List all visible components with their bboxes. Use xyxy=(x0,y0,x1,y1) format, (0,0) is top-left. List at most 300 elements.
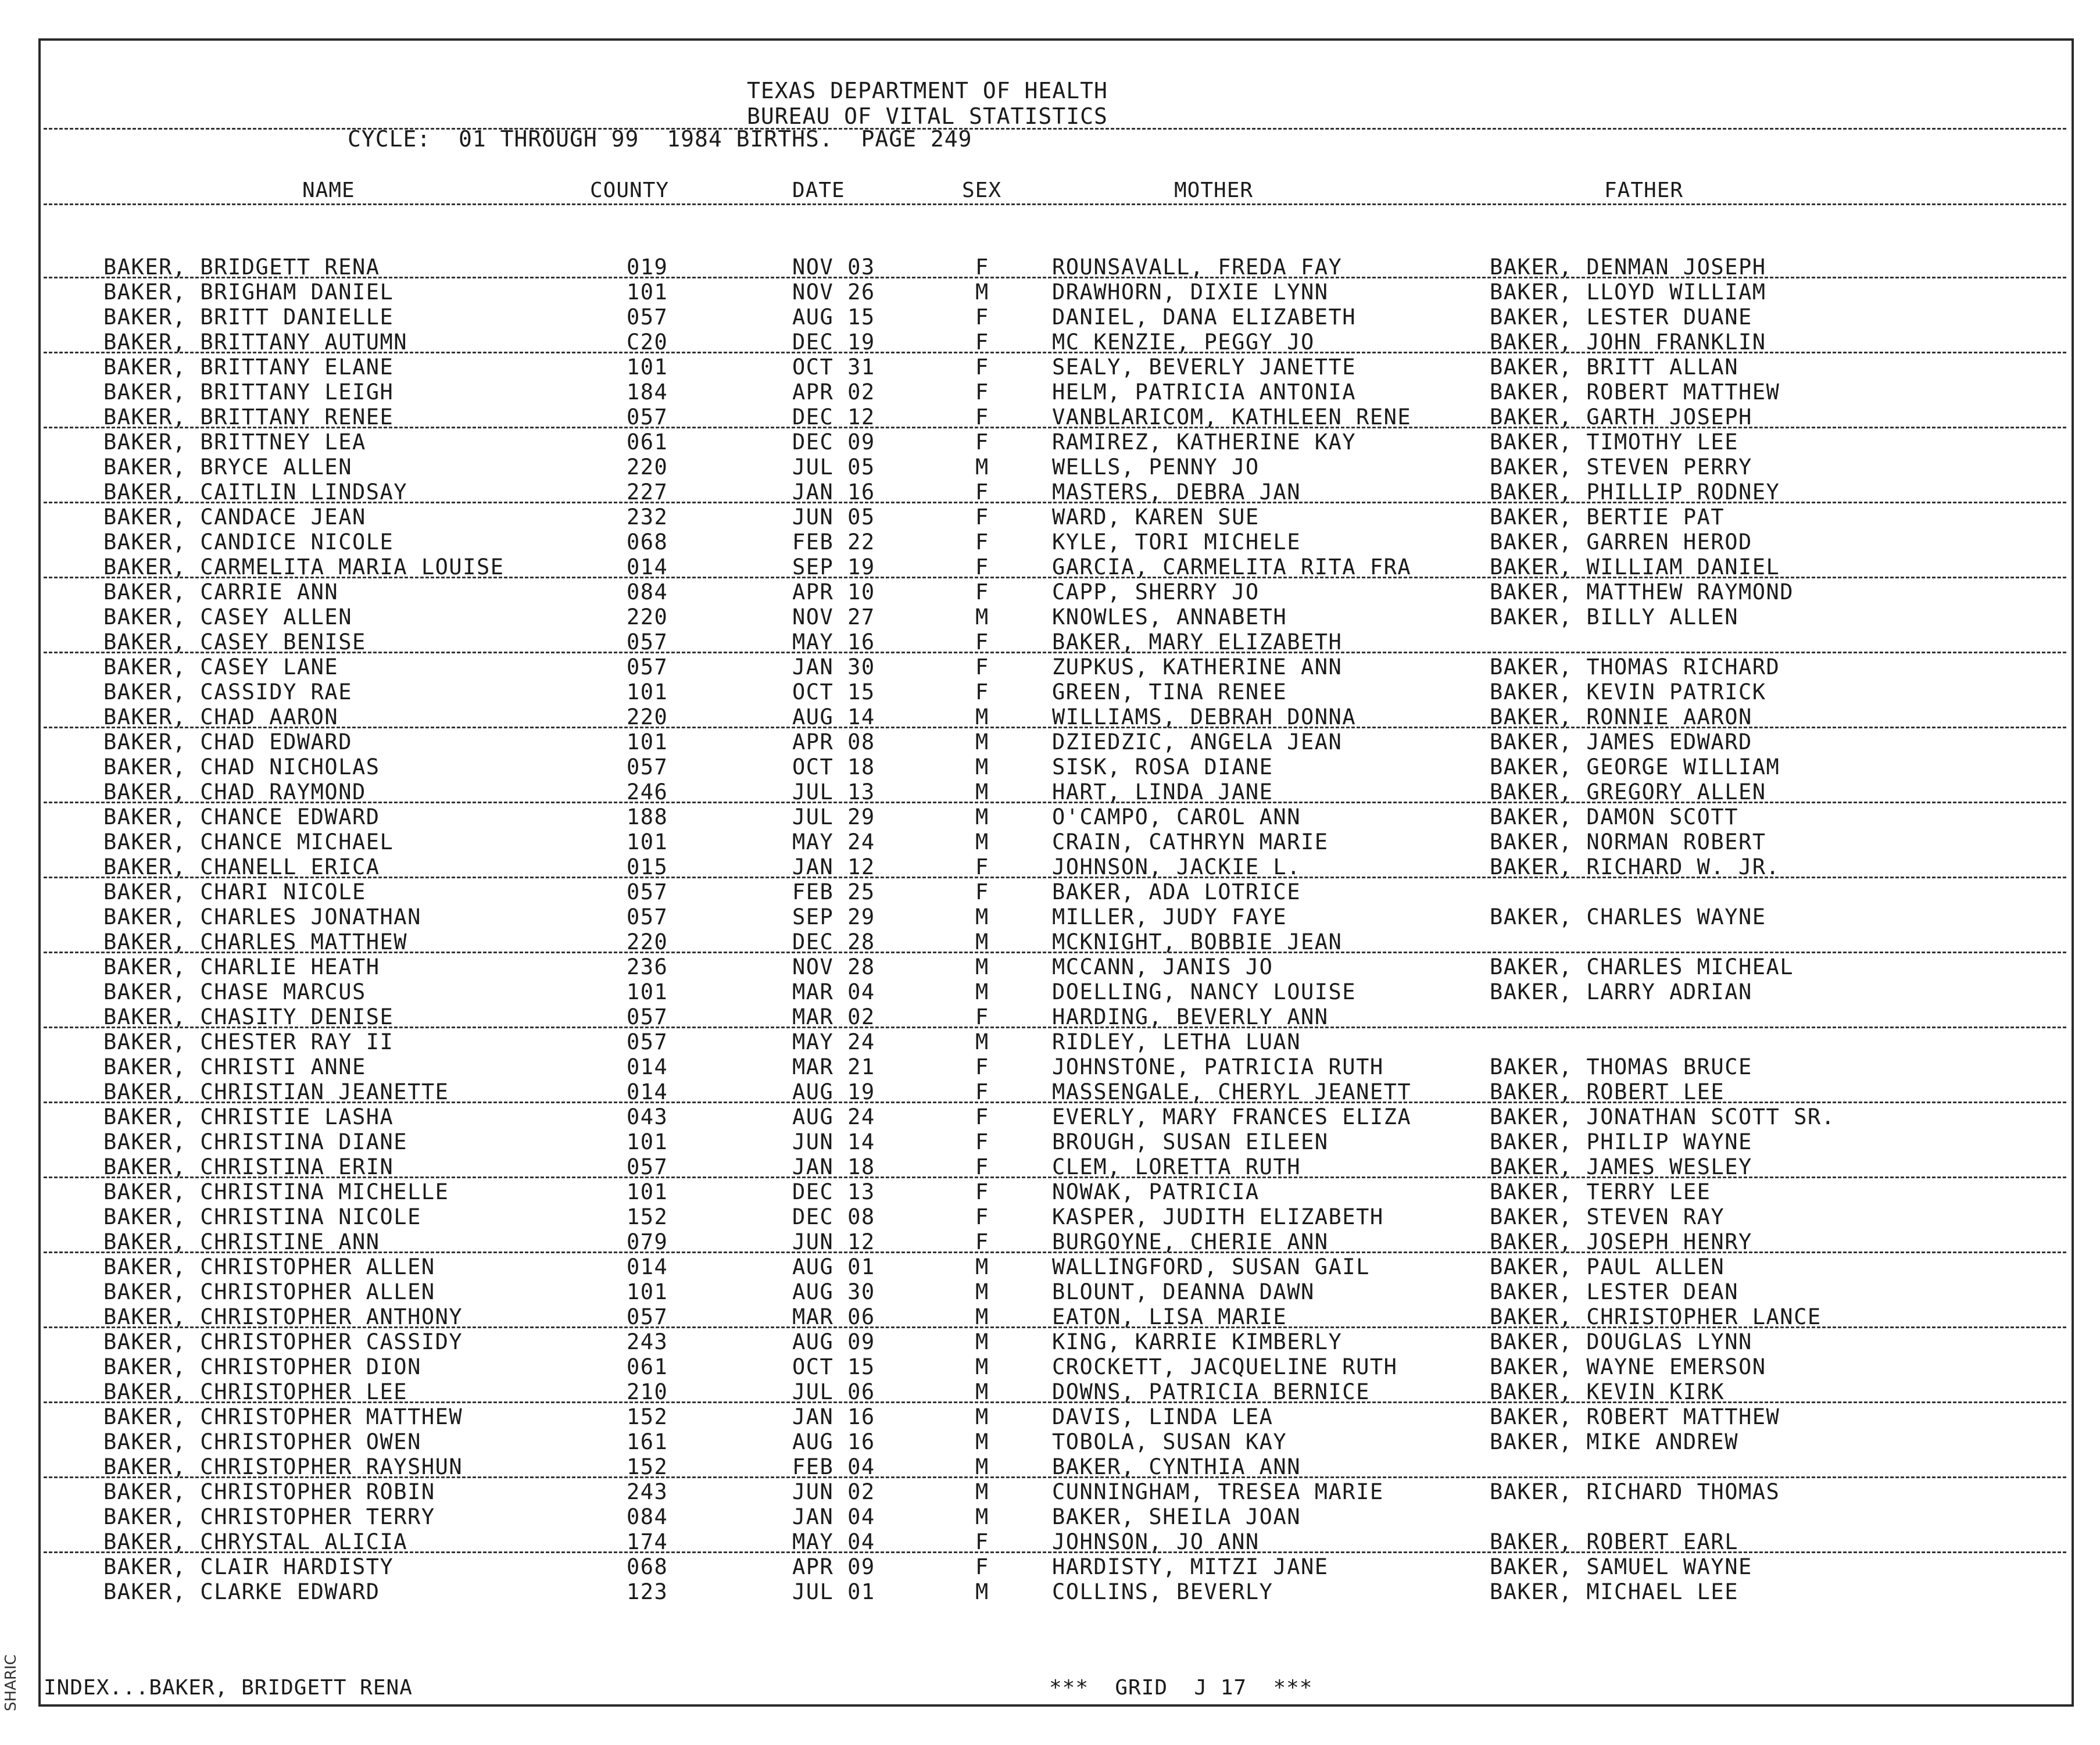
record-date: AUG 16 xyxy=(792,1429,875,1454)
record-date: JUN 05 xyxy=(792,505,875,530)
record-mother: CAPP, SHERRY JO xyxy=(1052,580,1260,605)
record-name: BAKER, BRITTANY LEIGH xyxy=(103,380,394,405)
record-name: BAKER, CHRISTI ANNE xyxy=(103,1054,366,1079)
record-father: BAKER, LARRY ADRIAN xyxy=(1490,979,1752,1004)
record-sex: F xyxy=(975,630,989,655)
record-mother: DOWNS, PATRICIA BERNICE xyxy=(1052,1379,1370,1404)
record-row xyxy=(0,779,2100,804)
record-sex: F xyxy=(975,680,989,705)
record-name: BAKER, CHANCE MICHAEL xyxy=(103,829,394,854)
record-sex: F xyxy=(975,480,989,505)
record-date: SEP 29 xyxy=(792,904,875,929)
record-mother: RAMIREZ, KATHERINE KAY xyxy=(1052,430,1357,455)
record-mother: DAVIS, LINDA LEA xyxy=(1052,1404,1273,1429)
record-date: OCT 18 xyxy=(792,755,875,779)
record-name: BAKER, CHRISTINA DIANE xyxy=(103,1129,408,1154)
record-county: 236 xyxy=(627,954,668,979)
record-father: BAKER, WAYNE EMERSON xyxy=(1490,1354,1766,1379)
record-mother: CROCKETT, JACQUELINE RUTH xyxy=(1052,1354,1398,1379)
record-county: 220 xyxy=(627,605,668,630)
record-name: BAKER, CAITLIN LINDSAY xyxy=(103,480,408,505)
record-date: NOV 28 xyxy=(792,954,875,979)
record-father: BAKER, WILLIAM DANIEL xyxy=(1490,555,1780,580)
record-county: 243 xyxy=(627,1329,668,1354)
record-row xyxy=(0,904,2100,929)
record-sex: F xyxy=(975,530,989,555)
record-father: BAKER, LLOYD WILLIAM xyxy=(1490,280,1766,305)
record-row xyxy=(0,804,2100,829)
record-father: BAKER, DOUGLAS LYNN xyxy=(1490,1329,1752,1354)
record-row xyxy=(0,879,2100,904)
record-date: NOV 03 xyxy=(792,255,875,280)
record-row xyxy=(0,1429,2100,1454)
record-name: BAKER, CASEY ALLEN xyxy=(103,605,352,630)
record-date: JAN 12 xyxy=(792,854,875,879)
record-sex: F xyxy=(975,580,989,605)
record-date: FEB 04 xyxy=(792,1454,875,1479)
record-date: AUG 30 xyxy=(792,1279,875,1304)
record-sex: M xyxy=(975,1304,989,1329)
record-date: JAN 18 xyxy=(792,1154,875,1179)
record-mother: WALLINGFORD, SUSAN GAIL xyxy=(1052,1254,1370,1279)
record-date: JUL 29 xyxy=(792,804,875,829)
record-name: BAKER, CHRISTOPHER LEE xyxy=(103,1379,408,1404)
record-date: NOV 26 xyxy=(792,280,875,305)
record-sex: M xyxy=(975,779,989,804)
record-county: 101 xyxy=(627,730,668,755)
record-county: 210 xyxy=(627,1379,668,1404)
record-row xyxy=(0,1379,2100,1404)
record-row xyxy=(0,1104,2100,1129)
record-father: BAKER, STEVEN RAY xyxy=(1490,1204,1725,1229)
record-father: BAKER, MATTHEW RAYMOND xyxy=(1490,580,1794,605)
record-sex: M xyxy=(975,979,989,1004)
record-father: BAKER, LESTER DEAN xyxy=(1490,1279,1738,1304)
record-row xyxy=(0,1204,2100,1229)
record-row xyxy=(0,929,2100,954)
record-date: APR 02 xyxy=(792,380,875,405)
record-name: BAKER, CHRISTOPHER TERRY xyxy=(103,1504,435,1529)
record-name: BAKER, CHRISTIAN JEANETTE xyxy=(103,1079,449,1104)
record-row xyxy=(0,829,2100,854)
record-name: BAKER, CANDICE NICOLE xyxy=(103,530,394,555)
record-father: BAKER, STEVEN PERRY xyxy=(1490,455,1752,480)
group-divider xyxy=(44,1401,2066,1403)
record-row xyxy=(0,605,2100,630)
record-father: BAKER, GREGORY ALLEN xyxy=(1490,779,1766,804)
record-date: JUN 02 xyxy=(792,1479,875,1504)
record-date: MAR 06 xyxy=(792,1304,875,1329)
record-row xyxy=(0,1279,2100,1304)
record-mother: MCKNIGHT, BOBBIE JEAN xyxy=(1052,929,1343,954)
record-date: JUN 14 xyxy=(792,1129,875,1154)
agency-title: TEXAS DEPARTMENT OF HEALTH xyxy=(747,78,1108,103)
record-father: BAKER, RICHARD THOMAS xyxy=(1490,1479,1780,1504)
column-header-name: NAME xyxy=(302,178,355,202)
record-name: BAKER, CLARKE EDWARD xyxy=(103,1579,380,1604)
record-mother: O'CAMPO, CAROL ANN xyxy=(1052,804,1301,829)
record-county: 232 xyxy=(627,505,668,530)
record-name: BAKER, BRIGHAM DANIEL xyxy=(103,280,394,305)
record-row xyxy=(0,380,2100,405)
group-divider xyxy=(44,1102,2066,1103)
record-county: 057 xyxy=(627,904,668,929)
record-sex: M xyxy=(975,1354,989,1379)
record-name: BAKER, CHARLIE HEATH xyxy=(103,954,380,979)
record-county: 243 xyxy=(627,1479,668,1504)
record-name: BAKER, CHRISTIE LASHA xyxy=(103,1104,394,1129)
record-father: BAKER, ROBERT LEE xyxy=(1490,1079,1725,1104)
record-mother: MCCANN, JANIS JO xyxy=(1052,954,1273,979)
record-date: AUG 14 xyxy=(792,705,875,730)
record-row xyxy=(0,1029,2100,1054)
record-father: BAKER, DAMON SCOTT xyxy=(1490,804,1738,829)
record-mother: GREEN, TINA RENEE xyxy=(1052,680,1287,705)
record-sex: M xyxy=(975,730,989,755)
record-name: BAKER, CARMELITA MARIA LOUISE xyxy=(103,555,505,580)
record-row xyxy=(0,405,2100,430)
record-name: BAKER, CHARI NICOLE xyxy=(103,879,366,904)
group-divider xyxy=(44,802,2066,803)
record-father: BAKER, SAMUEL WAYNE xyxy=(1490,1554,1752,1579)
record-sex: M xyxy=(975,1404,989,1429)
record-mother: VANBLARICOM, KATHLEEN RENE xyxy=(1052,405,1412,430)
record-date: JUL 13 xyxy=(792,779,875,804)
record-sex: F xyxy=(975,1129,989,1154)
record-row xyxy=(0,1529,2100,1554)
record-county: 101 xyxy=(627,280,668,305)
record-name: BAKER, CHRISTOPHER DION xyxy=(103,1354,421,1379)
bureau-title: BUREAU OF VITAL STATISTICS xyxy=(747,103,1108,129)
record-sex: F xyxy=(975,1179,989,1204)
record-row xyxy=(0,630,2100,655)
record-sex: M xyxy=(975,1479,989,1504)
record-date: MAY 24 xyxy=(792,829,875,854)
record-date: DEC 19 xyxy=(792,330,875,355)
record-mother: HARDISTY, MITZI JANE xyxy=(1052,1554,1329,1579)
record-father: BAKER, ROBERT MATTHEW xyxy=(1490,380,1780,405)
record-sex: F xyxy=(975,1104,989,1129)
group-divider xyxy=(44,877,2066,878)
record-county: 184 xyxy=(627,380,668,405)
record-county: 043 xyxy=(627,1104,668,1129)
record-county: 152 xyxy=(627,1454,668,1479)
record-row xyxy=(0,1254,2100,1279)
record-date: MAY 16 xyxy=(792,630,875,655)
record-row xyxy=(0,655,2100,680)
record-sex: F xyxy=(975,380,989,405)
record-name: BAKER, BRITT DANIELLE xyxy=(103,305,394,330)
record-mother: DOELLING, NANCY LOUISE xyxy=(1052,979,1357,1004)
record-sex: F xyxy=(975,1079,989,1104)
record-county: 101 xyxy=(627,979,668,1004)
record-sex: M xyxy=(975,705,989,730)
record-name: BAKER, CHRISTOPHER ROBIN xyxy=(103,1479,435,1504)
record-name: BAKER, CHRISTINA ERIN xyxy=(103,1154,394,1179)
record-father: BAKER, RONNIE AARON xyxy=(1490,705,1752,730)
record-row xyxy=(0,455,2100,480)
record-mother: EVERLY, MARY FRANCES ELIZA xyxy=(1052,1104,1412,1129)
record-county: 084 xyxy=(627,1504,668,1529)
record-date: MAY 24 xyxy=(792,1029,875,1054)
record-date: FEB 25 xyxy=(792,879,875,904)
record-sex: F xyxy=(975,1554,989,1579)
record-mother: BAKER, SHEILA JOAN xyxy=(1052,1504,1301,1529)
record-father: BAKER, MIKE ANDREW xyxy=(1490,1429,1738,1454)
record-father: BAKER, KEVIN PATRICK xyxy=(1490,680,1766,705)
record-mother: JOHNSON, JACKIE L. xyxy=(1052,854,1301,879)
record-mother: COLLINS, BEVERLY xyxy=(1052,1579,1273,1604)
index-label: INDEX...BAKER, BRIDGETT RENA xyxy=(44,1676,413,1700)
record-county: 057 xyxy=(627,305,668,330)
group-divider xyxy=(44,727,2066,728)
record-row xyxy=(0,480,2100,505)
record-sex: M xyxy=(975,1579,989,1604)
record-father: BAKER, JAMES WESLEY xyxy=(1490,1154,1752,1179)
record-row xyxy=(0,280,2100,305)
record-date: JAN 30 xyxy=(792,655,875,680)
record-sex: M xyxy=(975,804,989,829)
record-county: 057 xyxy=(627,1029,668,1054)
record-mother: CLEM, LORETTA RUTH xyxy=(1052,1154,1301,1179)
record-row xyxy=(0,1554,2100,1579)
group-divider xyxy=(44,277,2066,278)
record-father: BAKER, BRITT ALLAN xyxy=(1490,355,1738,380)
record-county: 057 xyxy=(627,1154,668,1179)
record-mother: SEALY, BEVERLY JANETTE xyxy=(1052,355,1357,380)
record-mother: RIDLEY, LETHA LUAN xyxy=(1052,1029,1301,1054)
record-mother: WELLS, PENNY JO xyxy=(1052,455,1260,480)
record-name: BAKER, CHRYSTAL ALICIA xyxy=(103,1529,408,1554)
record-row xyxy=(0,1154,2100,1179)
record-county: 057 xyxy=(627,630,668,655)
record-name: BAKER, CHRISTOPHER RAYSHUN xyxy=(103,1454,463,1479)
grid-label: *** GRID J 17 *** xyxy=(1049,1676,1313,1700)
record-county: 174 xyxy=(627,1529,668,1554)
record-father: BAKER, GEORGE WILLIAM xyxy=(1490,755,1780,779)
record-sex: M xyxy=(975,1329,989,1354)
record-mother: HELM, PATRICIA ANTONIA xyxy=(1052,380,1357,405)
record-mother: ZUPKUS, KATHERINE ANN xyxy=(1052,655,1343,680)
group-divider xyxy=(44,577,2066,578)
record-father: BAKER, GARTH JOSEPH xyxy=(1490,405,1752,430)
record-row xyxy=(0,979,2100,1004)
column-header-mother: MOTHER xyxy=(1174,178,1254,202)
record-father: BAKER, JONATHAN SCOTT SR. xyxy=(1490,1104,1836,1129)
record-mother: MILLER, JUDY FAYE xyxy=(1052,904,1287,929)
record-row xyxy=(0,305,2100,330)
record-date: JUL 06 xyxy=(792,1379,875,1404)
record-father: BAKER, ROBERT EARL xyxy=(1490,1529,1738,1554)
record-county: 061 xyxy=(627,430,668,455)
record-mother: CRAIN, CATHRYN MARIE xyxy=(1052,829,1329,854)
record-date: OCT 31 xyxy=(792,355,875,380)
group-divider xyxy=(44,1251,2066,1253)
record-county: 220 xyxy=(627,455,668,480)
record-date: APR 08 xyxy=(792,730,875,755)
record-father: BAKER, CHARLES MICHEAL xyxy=(1490,954,1794,979)
group-divider xyxy=(44,1177,2066,1178)
record-row xyxy=(0,954,2100,979)
record-sex: M xyxy=(975,929,989,954)
record-county: 019 xyxy=(627,255,668,280)
record-name: BAKER, CHANELL ERICA xyxy=(103,854,380,879)
record-row xyxy=(0,580,2100,605)
record-mother: JOHNSON, JO ANN xyxy=(1052,1529,1260,1554)
record-sex: F xyxy=(975,355,989,380)
record-name: BAKER, CHANCE EDWARD xyxy=(103,804,380,829)
record-sex: F xyxy=(975,879,989,904)
record-father: BAKER, PAUL ALLEN xyxy=(1490,1254,1725,1279)
record-county: 220 xyxy=(627,929,668,954)
record-name: BAKER, CHARLES JONATHAN xyxy=(103,904,421,929)
record-name: BAKER, CARRIE ANN xyxy=(103,580,339,605)
record-name: BAKER, BRIDGETT RENA xyxy=(103,255,380,280)
record-row xyxy=(0,1304,2100,1329)
record-name: BAKER, CASEY LANE xyxy=(103,655,339,680)
record-sex: F xyxy=(975,1529,989,1554)
record-date: SEP 19 xyxy=(792,555,875,580)
column-header-father: FATHER xyxy=(1604,178,1684,202)
record-sex: M xyxy=(975,1504,989,1529)
record-row xyxy=(0,1354,2100,1379)
record-name: BAKER, CHRISTOPHER MATTHEW xyxy=(103,1404,463,1429)
record-mother: DZIEDZIC, ANGELA JEAN xyxy=(1052,730,1343,755)
record-mother: MC KENZIE, PEGGY JO xyxy=(1052,330,1315,355)
record-county: 014 xyxy=(627,1254,668,1279)
record-county: 068 xyxy=(627,530,668,555)
side-label: SHARIC xyxy=(2,1654,20,1711)
record-county: 057 xyxy=(627,1004,668,1029)
record-sex: F xyxy=(975,1204,989,1229)
record-row xyxy=(0,705,2100,730)
record-mother: JOHNSTONE, PATRICIA RUTH xyxy=(1052,1054,1384,1079)
record-sex: M xyxy=(975,455,989,480)
record-date: OCT 15 xyxy=(792,680,875,705)
record-name: BAKER, CASEY BENISE xyxy=(103,630,366,655)
record-father: BAKER, BILLY ALLEN xyxy=(1490,605,1738,630)
header-divider xyxy=(44,128,2066,130)
record-row xyxy=(0,1404,2100,1429)
record-mother: KNOWLES, ANNABETH xyxy=(1052,605,1287,630)
record-father: BAKER, THOMAS BRUCE xyxy=(1490,1054,1752,1079)
record-sex: M xyxy=(975,1429,989,1454)
record-name: BAKER, CHRISTINA MICHELLE xyxy=(103,1179,449,1204)
record-row xyxy=(0,730,2100,755)
record-county: 101 xyxy=(627,829,668,854)
record-date: MAR 21 xyxy=(792,1054,875,1079)
record-county: 068 xyxy=(627,1554,668,1579)
record-mother: WILLIAMS, DEBRAH DONNA xyxy=(1052,705,1357,730)
record-row xyxy=(0,555,2100,580)
record-sex: F xyxy=(975,1229,989,1254)
record-father: BAKER, GARREN HEROD xyxy=(1490,530,1752,555)
record-row xyxy=(0,355,2100,380)
record-father: BAKER, CHARLES WAYNE xyxy=(1490,904,1766,929)
record-row xyxy=(0,1454,2100,1479)
record-name: BAKER, CHRISTOPHER ANTHONY xyxy=(103,1304,463,1329)
record-sex: M xyxy=(975,904,989,929)
record-father: BAKER, DENMAN JOSEPH xyxy=(1490,255,1766,280)
record-name: BAKER, CHRISTINA NICOLE xyxy=(103,1204,421,1229)
record-name: BAKER, CANDACE JEAN xyxy=(103,505,366,530)
record-date: JAN 16 xyxy=(792,480,875,505)
record-sex: M xyxy=(975,1029,989,1054)
record-father: BAKER, JOSEPH HENRY xyxy=(1490,1229,1752,1254)
record-name: BAKER, CHRISTINE ANN xyxy=(103,1229,380,1254)
record-date: OCT 15 xyxy=(792,1354,875,1379)
record-county: 161 xyxy=(627,1429,668,1454)
record-county: 101 xyxy=(627,355,668,380)
record-mother: WARD, KAREN SUE xyxy=(1052,505,1260,530)
record-name: BAKER, CHRISTOPHER ALLEN xyxy=(103,1254,435,1279)
record-date: DEC 08 xyxy=(792,1204,875,1229)
record-row xyxy=(0,330,2100,355)
record-sex: F xyxy=(975,655,989,680)
record-name: BAKER, CLAIR HARDISTY xyxy=(103,1554,394,1579)
record-county: C20 xyxy=(627,330,668,355)
record-sex: M xyxy=(975,605,989,630)
group-divider xyxy=(44,1027,2066,1028)
record-date: AUG 09 xyxy=(792,1329,875,1354)
record-county: 014 xyxy=(627,555,668,580)
record-mother: BLOUNT, DEANNA DAWN xyxy=(1052,1279,1315,1304)
record-row xyxy=(0,430,2100,455)
record-date: APR 10 xyxy=(792,580,875,605)
record-sex: M xyxy=(975,954,989,979)
group-divider xyxy=(44,1326,2066,1328)
group-divider xyxy=(44,1551,2066,1553)
record-father: BAKER, TIMOTHY LEE xyxy=(1490,430,1738,455)
record-father: BAKER, RICHARD W. JR. xyxy=(1490,854,1780,879)
record-father: BAKER, MICHAEL LEE xyxy=(1490,1579,1738,1604)
record-sex: M xyxy=(975,1379,989,1404)
record-name: BAKER, CHAD AARON xyxy=(103,705,339,730)
record-mother: NOWAK, PATRICIA xyxy=(1052,1179,1260,1204)
record-name: BAKER, BRITTANY RENEE xyxy=(103,405,394,430)
record-row xyxy=(0,854,2100,879)
record-father: BAKER, CHRISTOPHER LANCE xyxy=(1490,1304,1822,1329)
record-date: DEC 09 xyxy=(792,430,875,455)
record-county: 079 xyxy=(627,1229,668,1254)
group-divider xyxy=(44,652,2066,653)
record-mother: HARDING, BEVERLY ANN xyxy=(1052,1004,1329,1029)
record-county: 014 xyxy=(627,1079,668,1104)
record-mother: BURGOYNE, CHERIE ANN xyxy=(1052,1229,1329,1254)
record-row xyxy=(0,1004,2100,1029)
record-name: BAKER, CHAD EDWARD xyxy=(103,730,352,755)
column-header-divider xyxy=(44,203,2066,205)
record-sex: F xyxy=(975,405,989,430)
record-county: 084 xyxy=(627,580,668,605)
record-sex: M xyxy=(975,280,989,305)
record-date: NOV 27 xyxy=(792,605,875,630)
record-county: 123 xyxy=(627,1579,668,1604)
record-sex: F xyxy=(975,854,989,879)
column-header-date: DATE xyxy=(792,178,845,202)
record-name: BAKER, BRITTNEY LEA xyxy=(103,430,366,455)
record-sex: F xyxy=(975,505,989,530)
record-row xyxy=(0,1054,2100,1079)
record-date: MAY 04 xyxy=(792,1529,875,1554)
record-father: BAKER, NORMAN ROBERT xyxy=(1490,829,1766,854)
record-sex: F xyxy=(975,1004,989,1029)
record-county: 101 xyxy=(627,1179,668,1204)
record-date: APR 09 xyxy=(792,1554,875,1579)
record-date: JAN 16 xyxy=(792,1404,875,1429)
record-date: AUG 19 xyxy=(792,1079,875,1104)
record-mother: KYLE, TORI MICHELE xyxy=(1052,530,1301,555)
